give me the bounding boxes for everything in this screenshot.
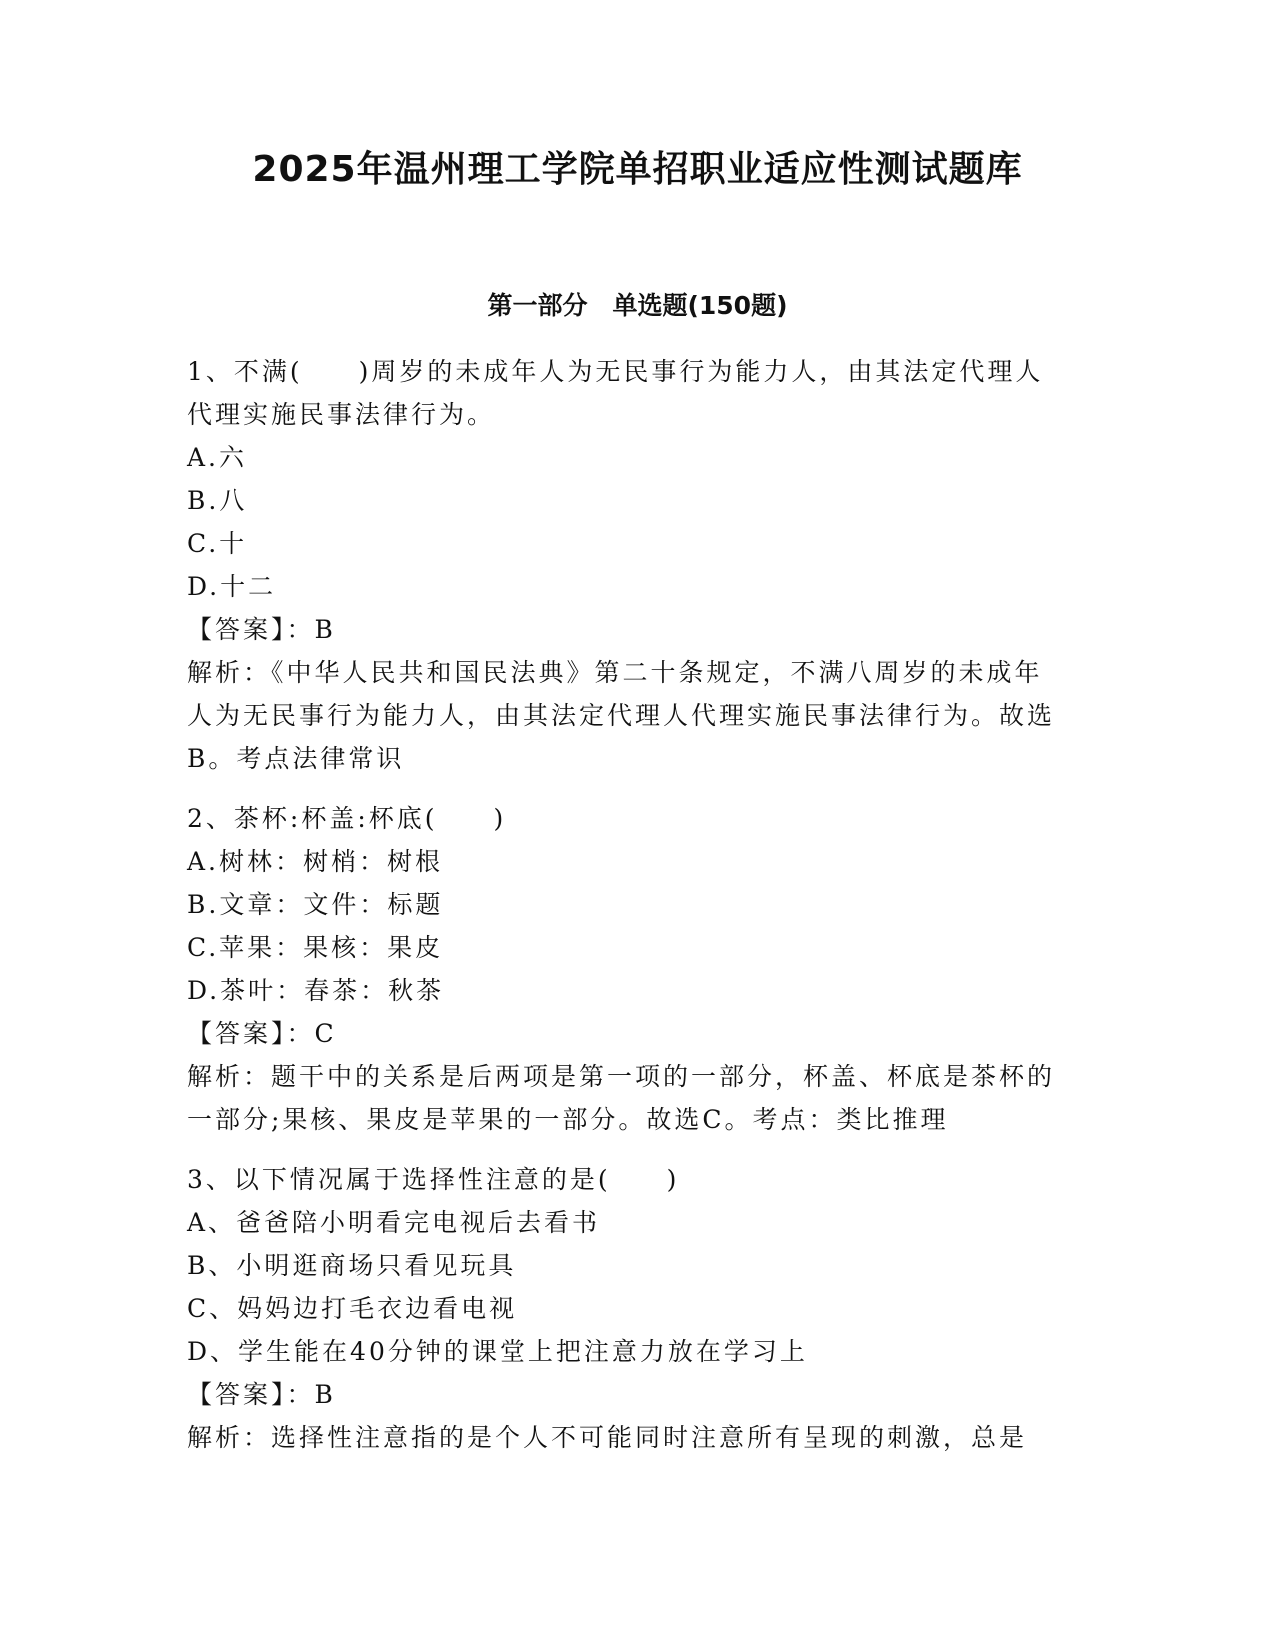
question-stem: 1、不满( )周岁的未成年人为无民事行为能力人，由其法定代理人代理实施民事法律行为。 [187, 357, 1044, 429]
analysis-text: 解析：《中华人民共和国民法典》第二十条规定，不满八周岁的未成年人为无民事行为能力人，由其法定代理人代理实施民事法律行为。故选B。考点法律常识 [187, 658, 1056, 773]
question-2 [187, 797, 1067, 1141]
option-b: B、小明逛商场只看见玩具 [187, 1251, 517, 1280]
answer-line: 【答案】：C [187, 1019, 337, 1048]
document-title: 2025年温州理工学院单招职业适应性测试题库 [252, 149, 1023, 190]
question-stem: 3、以下情况属于选择性注意的是( ) [187, 1165, 680, 1194]
option-c: C.十 [187, 529, 248, 558]
option-b: B.八 [187, 486, 248, 515]
option-d: D.茶叶：春茶：秋茶 [187, 976, 445, 1005]
option-a: A.树林：树梢：树根 [187, 847, 444, 876]
question-stem: 2、茶杯:杯盖:杯底( ) [187, 804, 507, 833]
question-1 [187, 350, 1067, 780]
option-d: D.十二 [187, 572, 277, 601]
option-c: C.苹果：果核：果皮 [187, 933, 444, 962]
option-c: C、妈妈边打毛衣边看电视 [187, 1294, 518, 1323]
section-title: 第一部分 单选题(150题) [487, 291, 788, 320]
option-a: A、爸爸陪小明看完电视后去看书 [187, 1208, 601, 1237]
option-a: A.六 [187, 443, 248, 472]
option-d: D、学生能在40分钟的课堂上把注意力放在学习上 [187, 1337, 808, 1366]
question-list [187, 350, 1067, 1476]
analysis-text: 解析：题干中的关系是后两项是第一项的一部分，杯盖、杯底是茶杯的一部分;果核、果皮是苹果的一部分。故选C。考点：类比推理 [187, 1062, 1056, 1134]
answer-line: 【答案】：B [187, 1380, 336, 1409]
analysis-text: 解析：选择性注意指的是个人不可能同时注意所有呈现的刺激，总是 [187, 1423, 1028, 1452]
answer-line: 【答案】：B [187, 615, 336, 644]
option-b: B.文章：文件：标题 [187, 890, 444, 919]
question-3 [187, 1158, 1067, 1459]
